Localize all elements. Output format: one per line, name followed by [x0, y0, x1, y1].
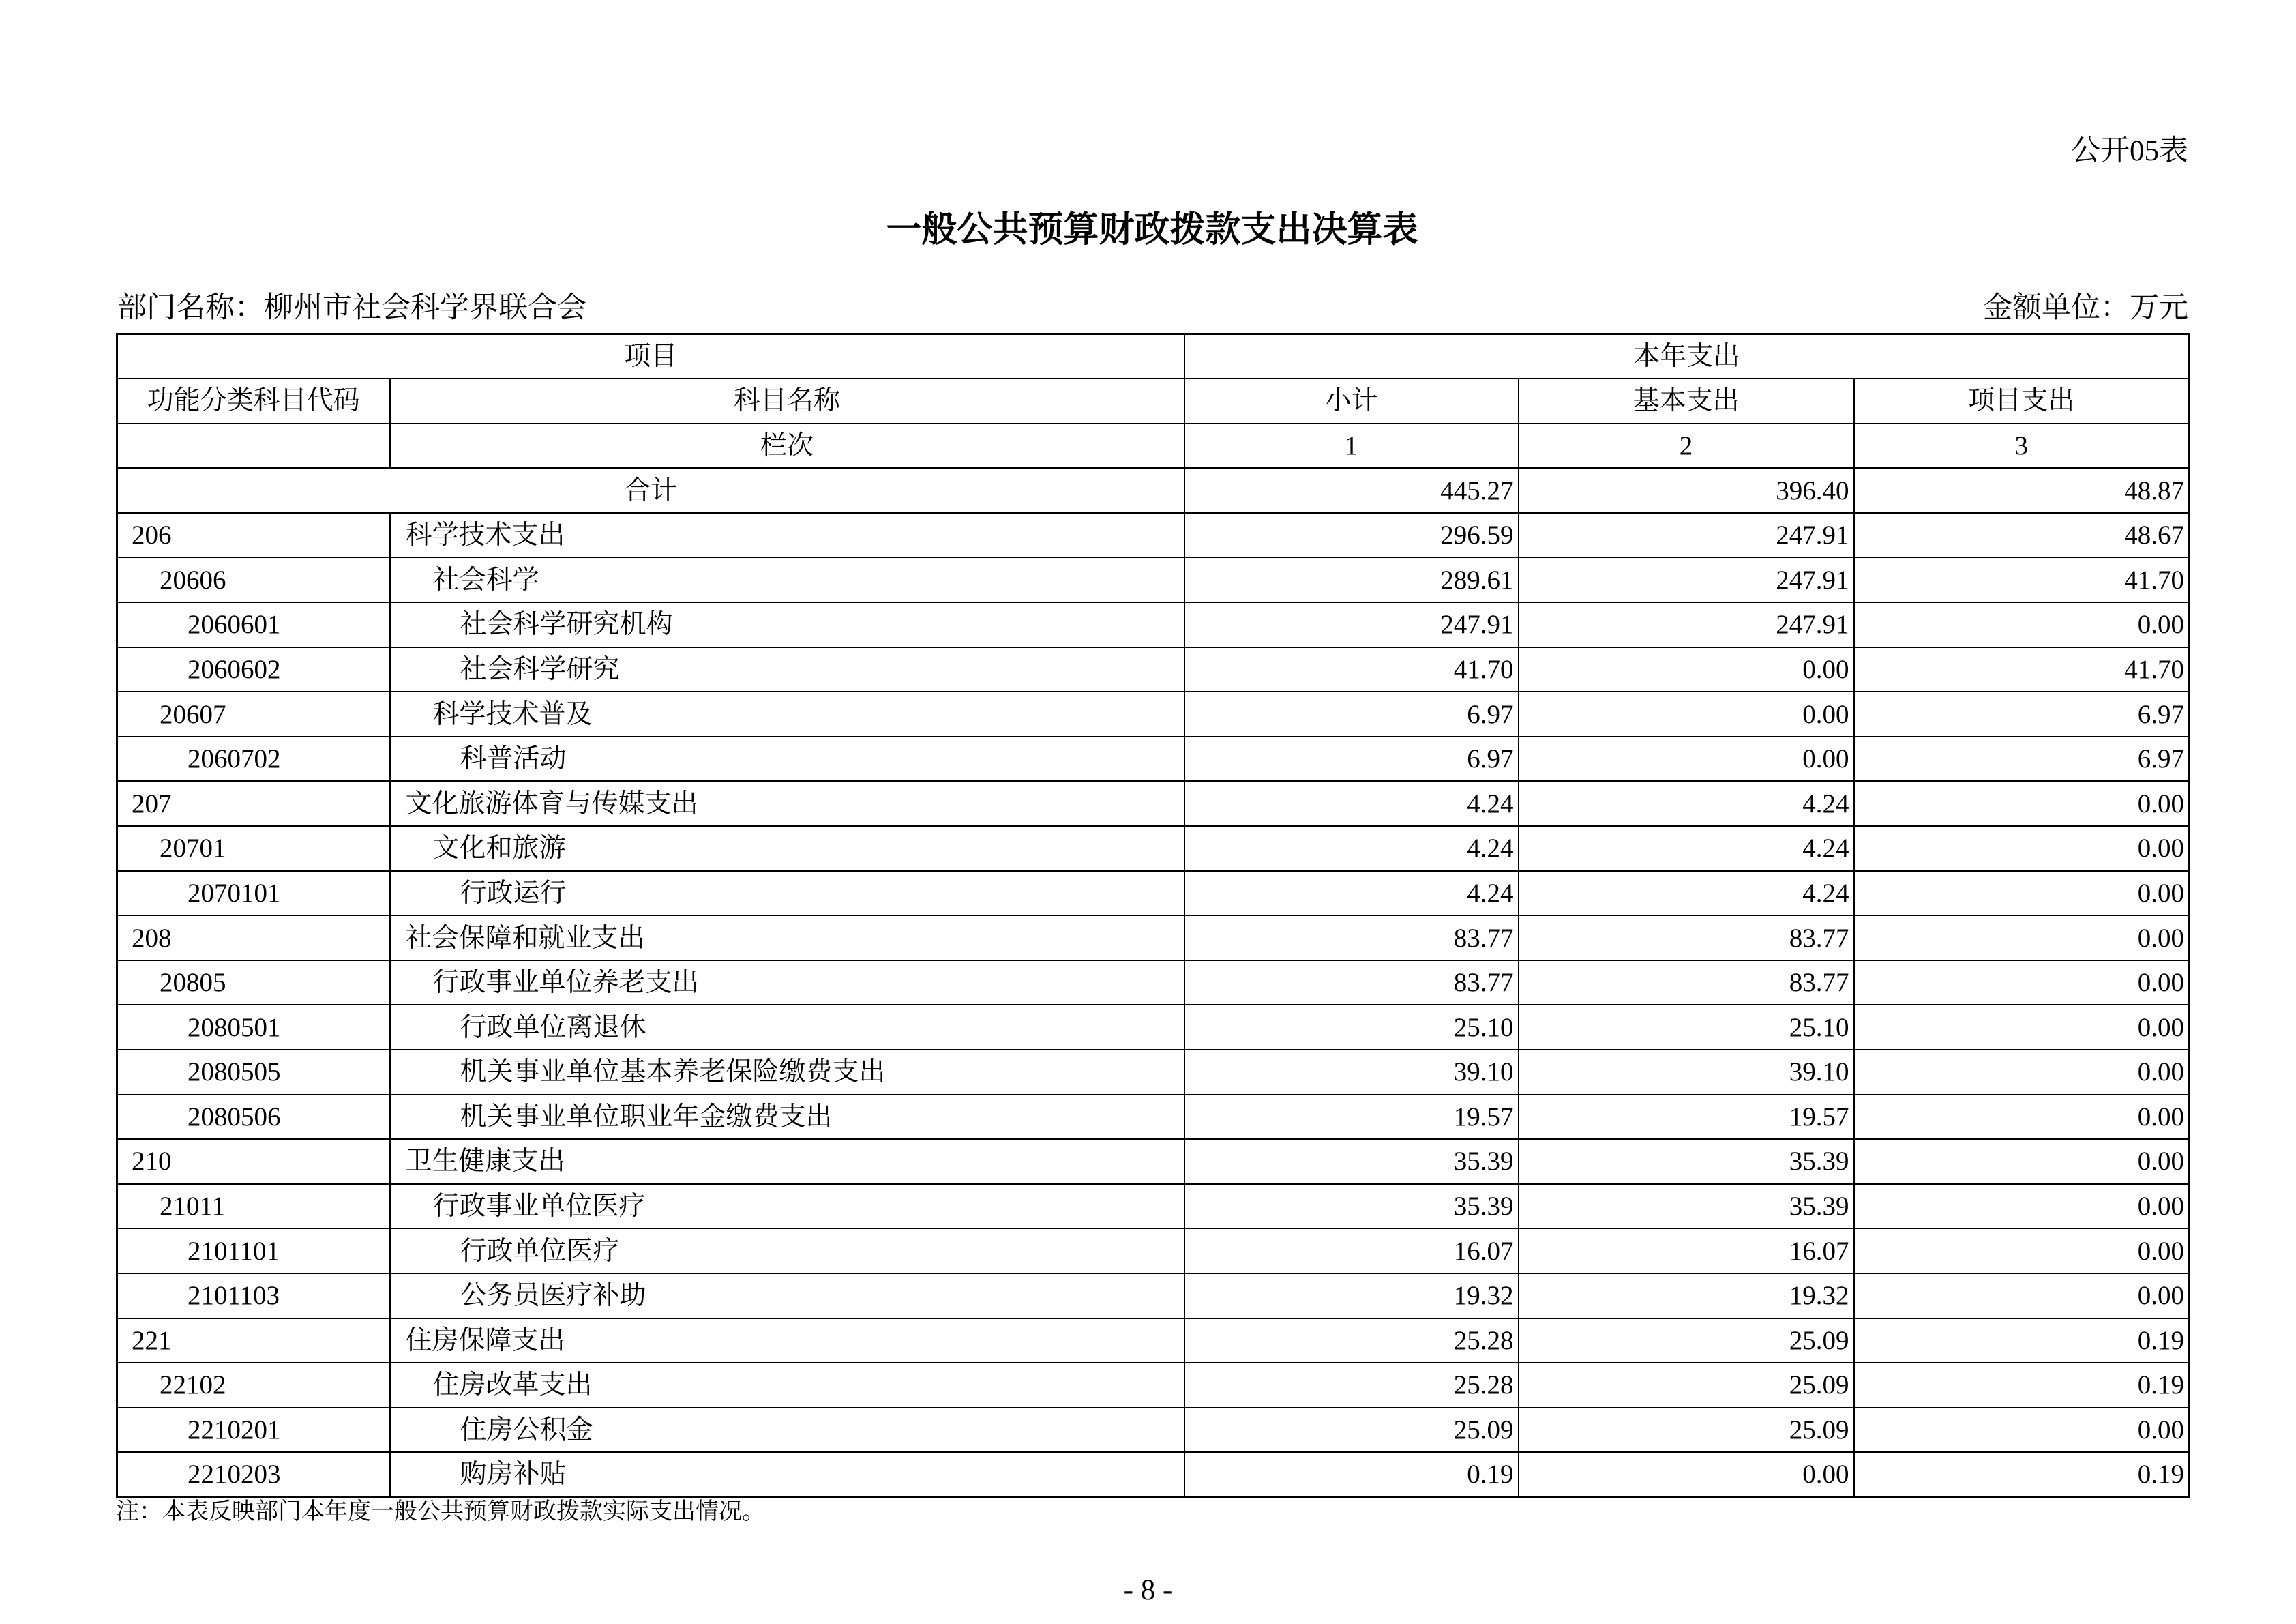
total-basic-expenditure: 396.40	[1519, 468, 1854, 513]
project-expenditure-cell: 0.00	[1854, 1005, 2190, 1050]
basic-expenditure-cell: 0.00	[1519, 692, 1854, 737]
code-cell: 2210201	[117, 1408, 390, 1453]
table-note: 注：本表反映部门本年度一般公共预算财政拨款实际支出情况。	[116, 1499, 765, 1524]
name-cell: 行政事业单位养老支出	[390, 960, 1184, 1005]
project-expenditure-cell: 0.00	[1854, 1095, 2190, 1140]
project-expenditure-cell: 6.97	[1854, 692, 2190, 737]
project-expenditure-cell: 0.00	[1854, 1273, 2190, 1318]
table-row	[117, 1050, 2190, 1095]
subtotal-cell: 19.32	[1184, 1273, 1519, 1318]
subtotal-cell: 19.57	[1184, 1095, 1519, 1140]
table-row	[117, 1228, 2190, 1273]
header-row-2	[117, 379, 2190, 424]
header-row-1	[117, 334, 2190, 379]
code-cell: 20606	[117, 557, 390, 602]
name-cell: 社会科学	[390, 557, 1184, 602]
project-expenditure-cell: 0.00	[1854, 1184, 2190, 1229]
code-cell: 2060702	[117, 737, 390, 782]
project-expenditure-cell: 0.00	[1854, 781, 2190, 826]
code-cell: 207	[117, 781, 390, 826]
basic-expenditure-cell: 35.39	[1519, 1139, 1854, 1184]
name-cell: 科普活动	[390, 737, 1184, 782]
basic-expenditure-cell: 25.09	[1519, 1408, 1854, 1453]
name-cell: 公务员医疗补助	[390, 1273, 1184, 1318]
table-row	[117, 781, 2190, 826]
total-label: 合计	[117, 468, 1184, 513]
subtotal-cell: 4.24	[1184, 781, 1519, 826]
table-row	[117, 1452, 2190, 1497]
table-row	[117, 826, 2190, 871]
subtotal-cell: 6.97	[1184, 692, 1519, 737]
name-cell: 文化旅游体育与传媒支出	[390, 781, 1184, 826]
basic-expenditure-cell: 4.24	[1519, 871, 1854, 916]
subtotal-cell: 247.91	[1184, 602, 1519, 647]
page-number: - 8 -	[1123, 1574, 1173, 1606]
basic-expenditure-cell: 247.91	[1519, 513, 1854, 558]
subtotal-cell: 25.28	[1184, 1318, 1519, 1363]
table-row	[117, 692, 2190, 737]
form-number: 公开05表	[2071, 135, 2188, 167]
basic-expenditure-cell: 4.24	[1519, 781, 1854, 826]
header-row-3	[117, 424, 2190, 469]
amount-unit: 金额单位：万元	[1983, 292, 2188, 324]
project-expenditure-cell: 0.00	[1854, 871, 2190, 916]
name-cell: 行政单位医疗	[390, 1228, 1184, 1273]
name-cell: 科学技术普及	[390, 692, 1184, 737]
subtotal-cell: 289.61	[1184, 557, 1519, 602]
project-expenditure-cell: 0.19	[1854, 1363, 2190, 1408]
code-cell: 20701	[117, 826, 390, 871]
name-cell: 行政事业单位医疗	[390, 1184, 1184, 1229]
code-cell: 21011	[117, 1184, 390, 1229]
project-expenditure-cell: 0.19	[1854, 1452, 2190, 1497]
project-expenditure-cell: 0.00	[1854, 1228, 2190, 1273]
code-cell: 22102	[117, 1363, 390, 1408]
name-cell: 行政单位离退休	[390, 1005, 1184, 1050]
header-function-code: 功能分类科目代码	[117, 379, 390, 424]
name-cell: 社会科学研究	[390, 647, 1184, 692]
table-row	[117, 1184, 2190, 1229]
table-row	[117, 1363, 2190, 1408]
name-cell: 机关事业单位职业年金缴费支出	[390, 1095, 1184, 1140]
basic-expenditure-cell: 25.09	[1519, 1318, 1854, 1363]
table-row	[117, 1273, 2190, 1318]
code-cell: 20805	[117, 960, 390, 1005]
code-cell: 206	[117, 513, 390, 558]
name-cell: 住房公积金	[390, 1408, 1184, 1453]
basic-expenditure-cell: 19.32	[1519, 1273, 1854, 1318]
header-basic-expenditure: 基本支出	[1519, 379, 1854, 424]
table-row	[117, 1408, 2190, 1453]
name-cell: 科学技术支出	[390, 513, 1184, 558]
project-expenditure-cell: 0.00	[1854, 1050, 2190, 1095]
header-column-number-2: 2	[1519, 424, 1854, 469]
basic-expenditure-cell: 247.91	[1519, 557, 1854, 602]
table-row	[117, 602, 2190, 647]
basic-expenditure-cell: 0.00	[1519, 737, 1854, 782]
code-cell: 2080506	[117, 1095, 390, 1140]
header-column-index: 栏次	[390, 424, 1184, 469]
basic-expenditure-cell: 25.10	[1519, 1005, 1854, 1050]
name-cell: 行政运行	[390, 871, 1184, 916]
code-cell: 208	[117, 915, 390, 960]
header-subject-name: 科目名称	[390, 379, 1184, 424]
project-expenditure-cell: 6.97	[1854, 737, 2190, 782]
subtotal-cell: 41.70	[1184, 647, 1519, 692]
name-cell: 购房补贴	[390, 1452, 1184, 1497]
project-expenditure-cell: 0.00	[1854, 915, 2190, 960]
expenditure-table	[116, 333, 2190, 1498]
header-empty-cell	[117, 424, 390, 469]
name-cell: 社会保障和就业支出	[390, 915, 1184, 960]
code-cell: 210	[117, 1139, 390, 1184]
code-cell: 2060601	[117, 602, 390, 647]
project-expenditure-cell: 0.00	[1854, 826, 2190, 871]
project-expenditure-cell: 0.00	[1854, 602, 2190, 647]
subtotal-cell: 25.10	[1184, 1005, 1519, 1050]
subtotal-cell: 35.39	[1184, 1184, 1519, 1229]
basic-expenditure-cell: 35.39	[1519, 1184, 1854, 1229]
name-cell: 社会科学研究机构	[390, 602, 1184, 647]
header-column-number-1: 1	[1184, 424, 1519, 469]
table-row	[117, 871, 2190, 916]
code-cell: 2101101	[117, 1228, 390, 1273]
project-expenditure-cell: 0.19	[1854, 1318, 2190, 1363]
header-project-expenditure: 项目支出	[1854, 379, 2190, 424]
table-row	[117, 737, 2190, 782]
project-expenditure-cell: 0.00	[1854, 1139, 2190, 1184]
name-cell: 机关事业单位基本养老保险缴费支出	[390, 1050, 1184, 1095]
code-cell: 221	[117, 1318, 390, 1363]
table-row	[117, 1095, 2190, 1140]
table-row	[117, 960, 2190, 1005]
project-expenditure-cell: 41.70	[1854, 557, 2190, 602]
total-row	[117, 468, 2190, 513]
name-cell: 住房改革支出	[390, 1363, 1184, 1408]
project-expenditure-cell: 0.00	[1854, 1408, 2190, 1453]
basic-expenditure-cell: 4.24	[1519, 826, 1854, 871]
table-row	[117, 1318, 2190, 1363]
project-expenditure-cell: 48.67	[1854, 513, 2190, 558]
total-project-expenditure: 48.87	[1854, 468, 2190, 513]
code-cell: 2080501	[117, 1005, 390, 1050]
basic-expenditure-cell: 39.10	[1519, 1050, 1854, 1095]
subtotal-cell: 4.24	[1184, 826, 1519, 871]
name-cell: 住房保障支出	[390, 1318, 1184, 1363]
page-title: 一般公共预算财政拨款支出决算表	[886, 211, 1418, 250]
header-item: 项目	[117, 334, 1184, 379]
basic-expenditure-cell: 25.09	[1519, 1363, 1854, 1408]
code-cell: 2210203	[117, 1452, 390, 1497]
basic-expenditure-cell: 0.00	[1519, 1452, 1854, 1497]
subtotal-cell: 6.97	[1184, 737, 1519, 782]
total-subtotal: 445.27	[1184, 468, 1519, 513]
project-expenditure-cell: 0.00	[1854, 960, 2190, 1005]
basic-expenditure-cell: 16.07	[1519, 1228, 1854, 1273]
subtotal-cell: 83.77	[1184, 915, 1519, 960]
table-row	[117, 557, 2190, 602]
subtotal-cell: 0.19	[1184, 1452, 1519, 1497]
basic-expenditure-cell: 247.91	[1519, 602, 1854, 647]
name-cell: 卫生健康支出	[390, 1139, 1184, 1184]
header-current-year-expenditure: 本年支出	[1184, 334, 2190, 379]
code-cell: 2060602	[117, 647, 390, 692]
code-cell: 2080505	[117, 1050, 390, 1095]
code-cell: 2101103	[117, 1273, 390, 1318]
subtotal-cell: 39.10	[1184, 1050, 1519, 1095]
subtotal-cell: 25.09	[1184, 1408, 1519, 1453]
basic-expenditure-cell: 0.00	[1519, 647, 1854, 692]
subtotal-cell: 16.07	[1184, 1228, 1519, 1273]
table-row	[117, 915, 2190, 960]
table-row	[117, 1005, 2190, 1050]
name-cell: 文化和旅游	[390, 826, 1184, 871]
project-expenditure-cell: 41.70	[1854, 647, 2190, 692]
table-row	[117, 513, 2190, 558]
subtotal-cell: 4.24	[1184, 871, 1519, 916]
table-row	[117, 647, 2190, 692]
subtotal-cell: 35.39	[1184, 1139, 1519, 1184]
department-name: 部门名称：柳州市社会科学界联合会	[117, 292, 586, 324]
basic-expenditure-cell: 83.77	[1519, 915, 1854, 960]
basic-expenditure-cell: 83.77	[1519, 960, 1854, 1005]
subtotal-cell: 296.59	[1184, 513, 1519, 558]
basic-expenditure-cell: 19.57	[1519, 1095, 1854, 1140]
header-column-number-3: 3	[1854, 424, 2190, 469]
code-cell: 2070101	[117, 871, 390, 916]
header-subtotal: 小计	[1184, 379, 1519, 424]
subtotal-cell: 83.77	[1184, 960, 1519, 1005]
code-cell: 20607	[117, 692, 390, 737]
subtotal-cell: 25.28	[1184, 1363, 1519, 1408]
table-row	[117, 1139, 2190, 1184]
